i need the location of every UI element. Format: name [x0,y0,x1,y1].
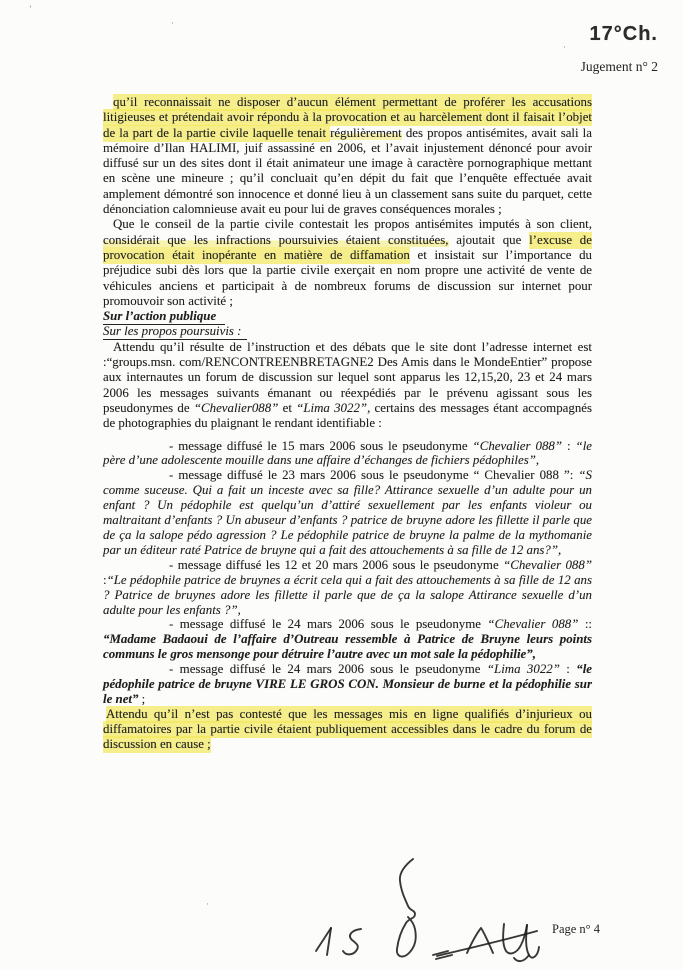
text-segment: ; [138,691,146,706]
text-segment: “Chevalier 088” [503,557,592,572]
message-23-mars [103,468,592,557]
text-segment: et [278,400,297,415]
message-24-mars-chevalier [103,617,592,662]
text-segment: , certains des messages étant accompagnés de photographies du plaignant le rendant identifiable : [103,400,592,431]
text-segment: - message diffusé le 24 mars 2006 sous le pseudonyme [169,662,487,677]
signature-scribble [397,859,539,961]
chamber-stamp: 17°Ch. [589,23,658,45]
message-12-20-mars [103,558,592,618]
paragraph-defense-position [103,95,592,217]
text-segment: “Chevalier 088” [487,617,579,632]
text-segment: “Le pédophile patrice de bruynes a écrit cela qui a fait des attouchements à sa fille de 12 ans ? Patrice de bruynes adore les fillette il parle que de ça la salope Attirance sexuelle d’un adulte pour les enfants ?”, [103,572,592,617]
text-segment: - message diffusé les 12 et 20 mars 2006 sous le pseudonyme [169,557,504,572]
text-segment: “Lima 3022” [486,662,560,677]
text-segment: : [562,438,576,453]
text-segment: qu’il reconnaissait ne disposer d’aucun élément permettant de proférer les accusations litigieuses et prétendait avoir répondu à la provocation et au harcèlement dont il faisait l’objet de la part de la partie civile laquelle tenait [103,95,592,140]
text-segment: Attendu qu’il n’est pas contesté que les messages mis en ligne qualifiés d’injurieux ou diffamatoires par la partie civile étaient publiquement accessibles dans le cadre du forum de discussion en cause ; [103,706,592,752]
text-segment: - message diffusé le 15 mars 2006 sous le pseudonyme [169,438,473,453]
text-segment: ajoutait que [448,232,530,247]
text-segment: “Chevalier088” [193,400,279,415]
document-body [103,95,592,753]
text-segment: : [103,572,107,587]
text-segment: “Madame Badaoui de l’affaire d’Outreau ressemble à Patrice de Bruyne leurs points communs le gros mensonge pour détruire l’autre avec un mot sale la pédophilie”, [103,632,592,662]
text-segment: “le pédophile patrice de bruyne VIRE LE GROS CON. Monsieur de burne et la pédophilie sur le net” [103,662,592,706]
text-segment: “le père d’une adolescente mouille dans une affaire d’échanges de fichiers pédophiles”, [103,438,593,468]
message-15-mars [103,439,592,469]
paragraph-attendu-final [103,707,592,753]
paragraph-partie-civile [103,217,592,309]
text-segment: régulièrement [330,125,402,140]
text-segment: l’excuse de provocation était inopérante en matière de diffamation [103,232,592,262]
scan-speck: · [171,18,174,28]
text-segment: Que le conseil de la partie civile contestait les propos antisémites imputés à son client, [113,217,592,232]
page-number-label: Page n° 4 [552,922,601,936]
scan-speck: · [206,899,209,909]
judgment-number-label: Jugement n° 2 [580,59,658,74]
scan-speck: ’ [29,4,32,14]
text-segment: considérait que les infractions poursuivies étaient constituées, [103,232,449,247]
handwritten-number [316,928,361,955]
text-segment: - message diffusé le 23 mars 2006 sous le pseudonyme “ Chevalier 088 ”: [169,468,579,483]
text-segment: Sur l’action publique [103,309,225,325]
text-segment: “S comme suceuse. Qui a fait un inceste avec sa fille? Attirance sexuelle d’un adulte pour un enfant ? Un pédophile est quelqu’un d’attiré sexuellement par les enfants violeur ou maltraitant d’enfants ? Un abuseur d’enfants ? patrice de bruyne adore les fillette il parle que de ça la salope pédo agression ? Le pédophile patrice de bruyne la palme de la mythomanie par un éditeur raté Patrice de bruyne qui a fait des attouchements à sa fille de 12 ans?”, [103,468,592,557]
section-action-publique [103,309,592,324]
text-segment: “Chevalier 088” [472,438,563,453]
section-propos-poursuivis [103,324,592,339]
text-segment: - message diffusé le 24 mars 2006 sous le pseudonyme [169,617,488,632]
scan-speck: · [563,42,566,52]
paragraph-site-internet [103,340,592,432]
text-segment: “Lima 3022” [296,400,368,415]
message-24-mars-lima [103,662,592,707]
text-segment: et insistait sur l’importance du préjudice subi dès lors que la partie civile exerçait en nom propre une activité de vente de véhicules anciens et participait à de nombreux forums de discussion sur internet pour promouvoir son activité ; [103,247,592,308]
text-segment: des propos antisémites, avait sali la mémoire d’Ilan HALIMI, juif assassiné en 2006, et l’avait injustement dénoncé pour avoir diffusé sur un des sites dont il était animateur une image à caractère pornographique mettant en scène une mineure ; qu’il concluait qu’en dépit du fait que l’enquête effectuée avait amplement démontré son innocence et donné lieu à un classement sans suite du parquet, cette dénonciation calomnieuse avait eu pour lui de graves conséquences morales ; [103,125,592,217]
text-segment: Sur les propos poursuivis : [103,324,247,340]
text-segment: : [559,662,577,677]
text-segment: :: [578,617,593,632]
text-segment: Attendu qu’il résulte de l’instruction et des débats que le site dont l’adresse internet est :“groups.msn. com/RENCONTREENBRETAGNE2 Des Amis dans le MondeEntier” propose aux internautes un forum de discussion sur lequel sont apparus les 12,15,20, 23 et 24 mars 2006 les messages suivants émanant ou réexpédiés par le prévenu agissant sous les pseudonymes de [103,339,592,415]
